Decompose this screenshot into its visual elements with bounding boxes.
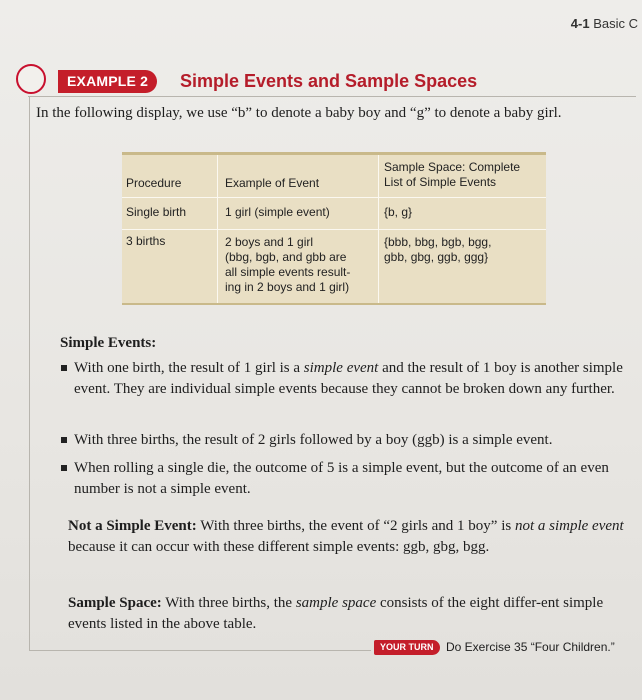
sample-space-label: Sample Space: bbox=[68, 595, 162, 611]
table-cell: 3 births bbox=[126, 234, 166, 248]
simple-events-table bbox=[122, 152, 546, 305]
not-simple-event-paragraph bbox=[68, 516, 634, 558]
your-turn-badge: YOUR TURN bbox=[374, 640, 440, 655]
table-cell-line: ing in 2 boys and 1 girl) bbox=[225, 280, 350, 294]
intro-paragraph: In the following display, we use “b” to denote a baby boy and “g” to denote a baby girl. bbox=[36, 105, 562, 121]
table-divider bbox=[378, 155, 379, 303]
your-turn-exercise: Do Exercise 35 “Four Children.” bbox=[446, 640, 615, 654]
bullet-square-icon bbox=[61, 365, 67, 371]
bullet-text: When rolling a single die, the outcome of 5 is a simple event, but the outcome of an even number is not a simple event. bbox=[74, 460, 609, 497]
bullet-text-part: and the result of 1 boy is another simple event. They are individual simple events because they cannot be broken down any further. bbox=[74, 360, 623, 397]
table-header-sample-space bbox=[384, 160, 520, 190]
bullet-text bbox=[74, 358, 634, 400]
paragraph-text: consists of the eight differ-ent simple events listed in the above table. bbox=[68, 595, 604, 632]
bullet-square-icon bbox=[61, 437, 67, 443]
bottom-rule bbox=[29, 650, 371, 651]
table-header-line: List of Simple Events bbox=[384, 175, 497, 189]
table-header-line: Sample Space: Complete bbox=[384, 160, 521, 174]
simple-events-heading: Simple Events: bbox=[60, 335, 157, 351]
paragraph-emphasis: not a simple event bbox=[514, 518, 624, 534]
table-divider bbox=[217, 155, 218, 303]
table-cell: 1 girl (simple event) bbox=[225, 205, 330, 219]
table-divider bbox=[122, 229, 546, 230]
table-header-procedure: Procedure bbox=[126, 176, 182, 190]
table-cell bbox=[384, 235, 491, 265]
table-cell-line: gbb, gbg, ggb, ggg} bbox=[384, 250, 489, 264]
example-title: Simple Events and Sample Spaces bbox=[180, 71, 478, 91]
table-divider bbox=[122, 197, 546, 198]
bullet-text-part: With one birth, the result of 1 girl is a bbox=[74, 360, 304, 376]
table-cell-line: 2 boys and 1 girl bbox=[225, 235, 314, 249]
paragraph-text: because it can occur with these different simple events: ggb, gbg, bgg. bbox=[68, 539, 490, 555]
table-cell: {b, g} bbox=[384, 205, 413, 219]
paragraph-text: With three births, the bbox=[161, 595, 296, 611]
bullet-text: With three births, the result of 2 girls followed by a boy (ggb) is a simple event. bbox=[74, 432, 553, 448]
bullet-text-emphasis: simple event bbox=[303, 360, 379, 376]
section-number: 4-1 bbox=[570, 16, 590, 31]
example-circle-icon bbox=[16, 64, 46, 94]
running-head bbox=[571, 16, 638, 31]
table-cell-line: all simple events result- bbox=[225, 265, 351, 279]
table-cell-line: (bbg, bgb, and gbb are bbox=[225, 250, 347, 264]
bullet-square-icon bbox=[61, 465, 67, 471]
paragraph-emphasis: sample space bbox=[295, 595, 377, 611]
table-cell-line: {bbb, bbg, bgb, bgg, bbox=[384, 235, 492, 249]
paragraph-text: With three births, the event of “2 girls and 1 boy” is bbox=[196, 518, 515, 534]
example-badge: EXAMPLE 2 bbox=[58, 70, 157, 93]
table-cell bbox=[225, 235, 350, 295]
section-title: Basic C bbox=[593, 16, 638, 31]
table-cell: Single birth bbox=[126, 205, 187, 219]
table-header-example: Example of Event bbox=[225, 176, 320, 190]
not-simple-event-label: Not a Simple Event: bbox=[68, 518, 197, 534]
sample-space-paragraph bbox=[68, 593, 634, 635]
side-rule bbox=[29, 96, 30, 651]
header-rule bbox=[28, 96, 636, 97]
